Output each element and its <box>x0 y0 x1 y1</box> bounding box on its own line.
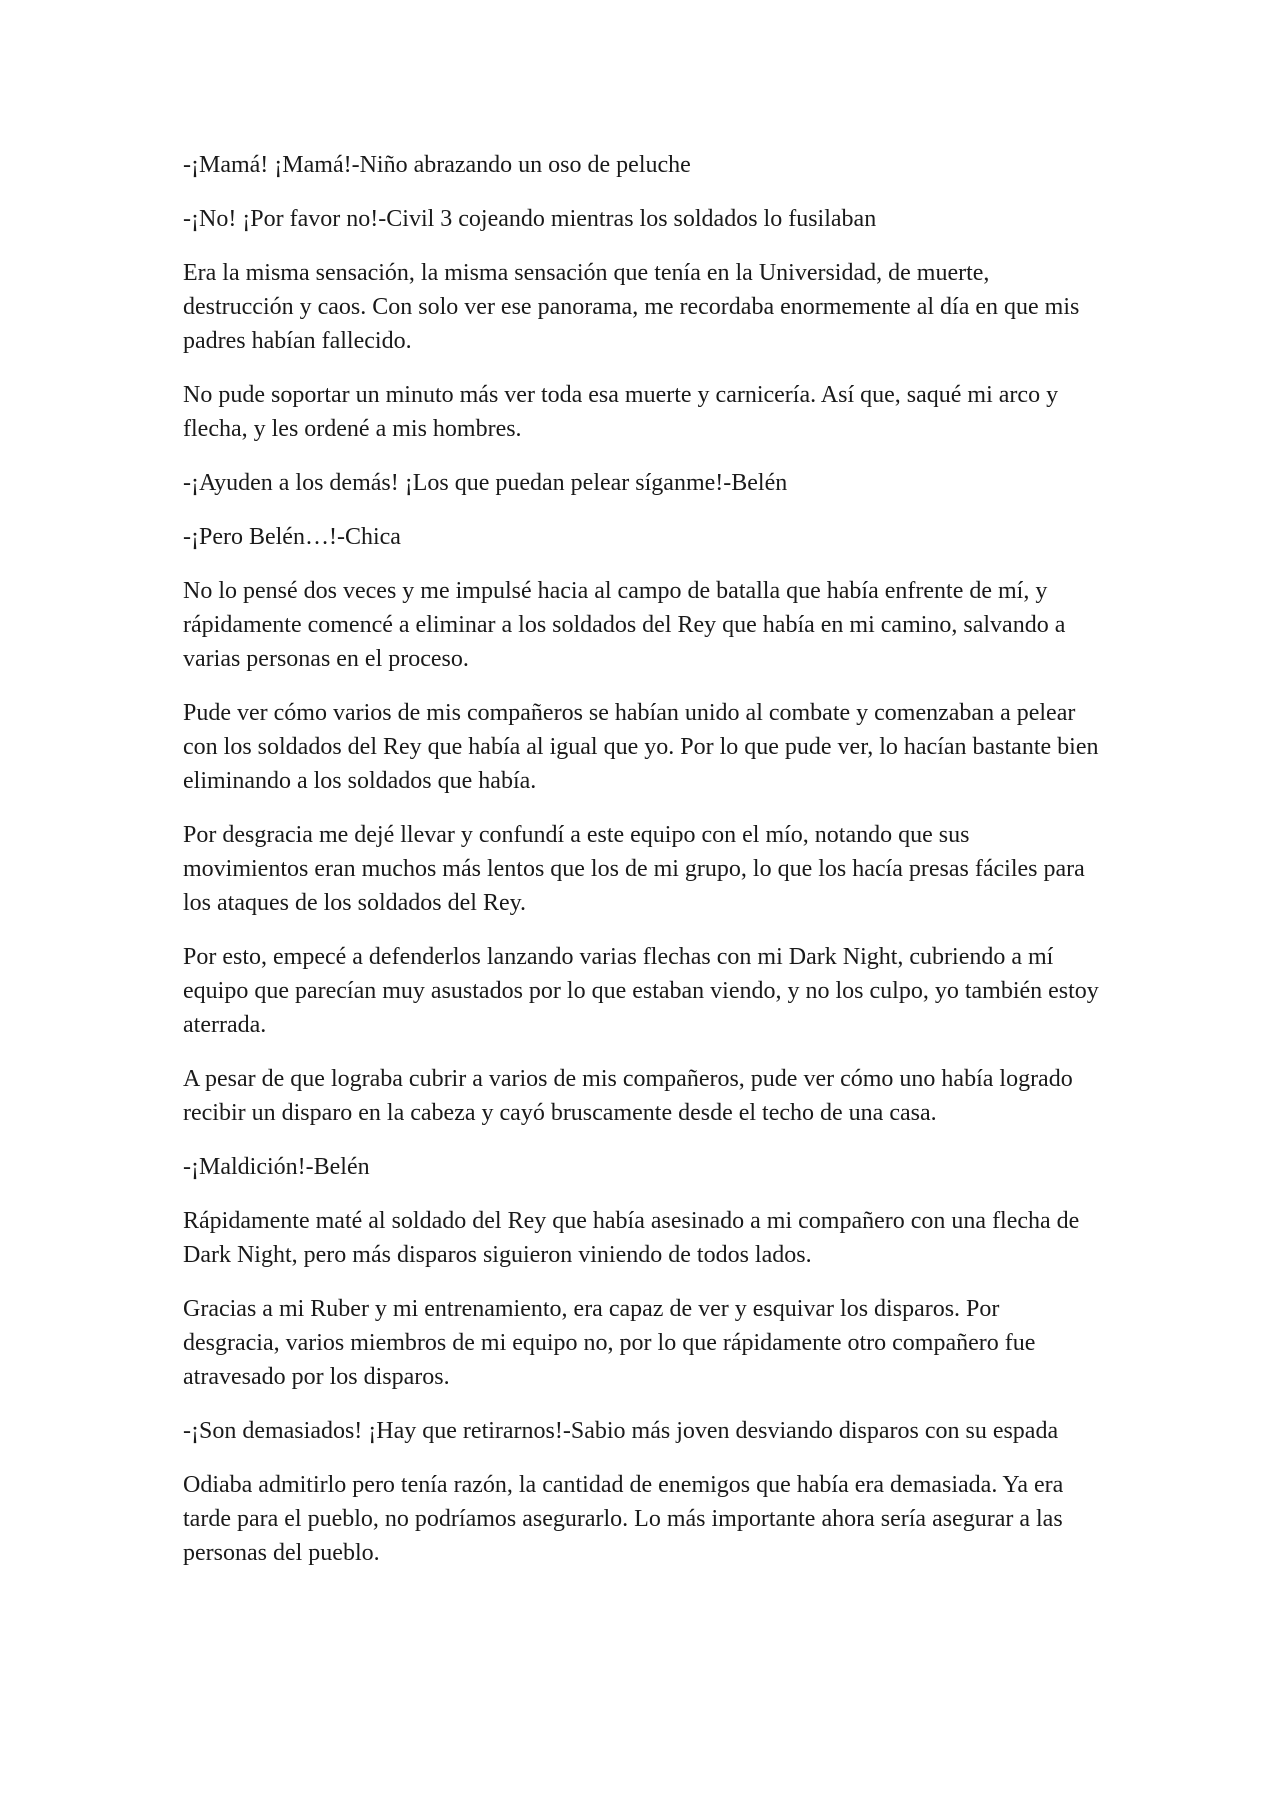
paragraph-8: Pude ver cómo varios de mis compañeros se habían unido al combate y comenzaban a pelear con los soldados del Rey que había al igual que yo. Por lo que pude ver, lo hacían bastante bien eliminando a los soldados que había. <box>183 700 1099 794</box>
paragraph-11: A pesar de que lograba cubrir a varios de mis compañeros, pude ver cómo uno había logrado recibir un disparo en la cabeza y cayó bruscamente desde el techo de una casa. <box>183 1066 1073 1126</box>
paragraph-15: -¡Son demasiados! ¡Hay que retirarnos!-Sabio más joven desviando disparos con su espada <box>183 1418 1059 1444</box>
paragraph-5: -¡Ayuden a los demás! ¡Los que puedan pelear síganme!-Belén <box>183 470 788 496</box>
paragraph-3: Era la misma sensación, la misma sensación que tenía en la Universidad, de muerte, destrucción y caos. Con solo ver ese panorama, me recordaba enormemente al día en que mis padres habían fallecido. <box>183 260 1080 354</box>
paragraph-10: Por esto, empecé a defenderlos lanzando varias flechas con mi Dark Night, cubriendo a mí equipo que parecían muy asustados por lo que estaban viendo, y no los culpo, yo también estoy aterrada. <box>183 944 1099 1038</box>
paragraph-12: -¡Maldición!-Belén <box>183 1154 370 1180</box>
paragraph-6: -¡Pero Belén…!-Chica <box>183 524 401 550</box>
paragraph-14: Gracias a mi Ruber y mi entrenamiento, era capaz de ver y esquivar los disparos. Por desgracia, varios miembros de mi equipo no, por lo que rápidamente otro compañero fue atravesado por los disparos. <box>183 1296 1036 1390</box>
paragraph-9: Por desgracia me dejé llevar y confundí a este equipo con el mío, notando que sus movimientos eran muchos más lentos que los de mi grupo, lo que los hacía presas fáciles para los ataques de los soldados del Rey. <box>183 822 1085 916</box>
paragraph-7: No lo pensé dos veces y me impulsé hacia al campo de batalla que había enfrente de mí, y rápidamente comencé a eliminar a los soldados del Rey que había en mi camino, salvando a varias personas en el proceso. <box>183 578 1066 672</box>
paragraph-13: Rápidamente maté al soldado del Rey que había asesinado a mi compañero con una flecha de Dark Night, pero más disparos siguieron viniendo de todos lados. <box>183 1208 1080 1268</box>
paragraph-4: No pude soportar un minuto más ver toda esa muerte y carnicería. Así que, saqué mi arco y flecha, y les ordené a mis hombres. <box>183 382 1059 442</box>
paragraph-2: -¡No! ¡Por favor no!-Civil 3 cojeando mientras los soldados lo fusilaban <box>183 206 877 232</box>
paragraph-1: -¡Mamá! ¡Mamá!-Niño abrazando un oso de peluche <box>183 152 691 178</box>
paragraph-16: Odiaba admitirlo pero tenía razón, la cantidad de enemigos que había era demasiada. Ya era tarde para el pueblo, no podríamos asegurarlo. Lo más importante ahora sería asegurar a las personas del pueblo. <box>183 1472 1064 1566</box>
